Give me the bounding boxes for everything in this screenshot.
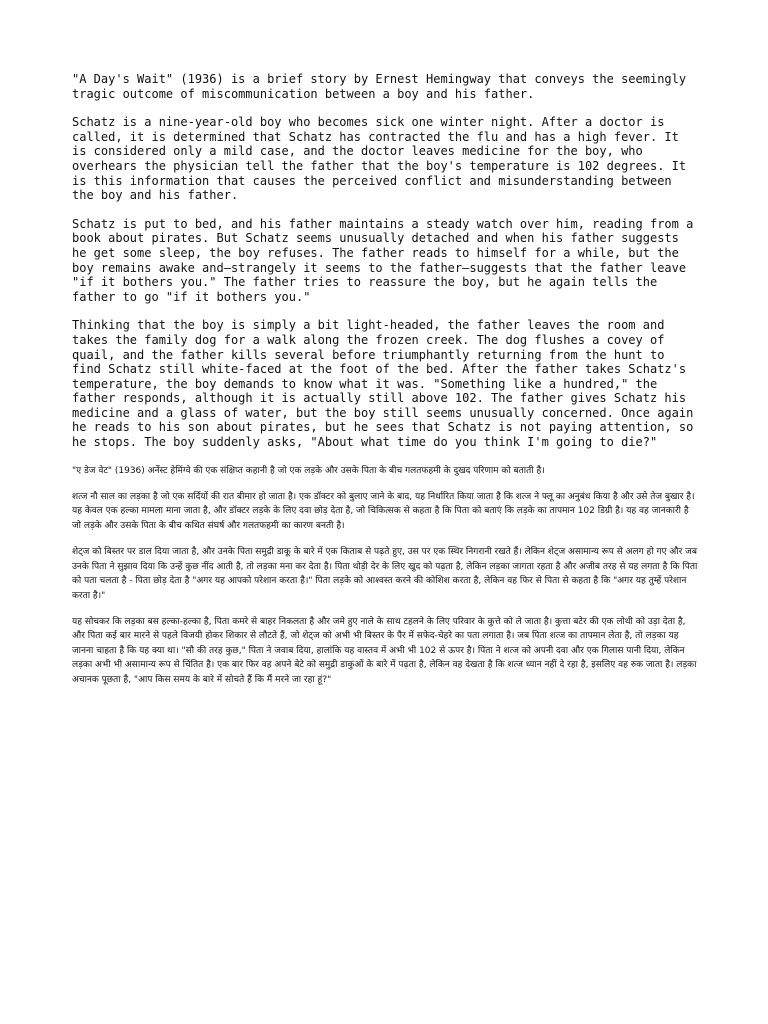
english-paragraph-illness: Schatz is a nine-year-old boy who becomes sick one winter night. After a doctor is called, it is determined that Schatz has contracted the flu and has a high fever. It is considered only a mild case, and the doctor leaves medicine for the boy, who overhears the physician tell the father that the boy's temperature is 102 degrees. It is this information that causes the perceived conflict and misunderstanding between the boy and his father. [72, 115, 687, 203]
english-paragraph-bedside: Schatz is put to bed, and his father maintains a steady watch over him, reading from a book about pirates. But Schatz seems unusually detached and when his father suggests he get some sleep, the boy refuses. The father reads to himself for a while, but the boy remains awake and—strangely it seems to the father—suggests that the father leave "if it bothers you." The father tries to reassure the boy, but he again tells the father to go "if it bothers you." [72, 216, 694, 304]
hindi-paragraph-bedside: शेट्ज को बिस्तर पर डाल दिया जाता है, और उनके पिता समुद्री डाकू के बारे में एक किताब से पढ़ते हुए, उस पर एक स्थिर निगरानी रखते हैं। लेकिन शेट्ज असामान्य रूप से अलग हो गए और जब उनके पिता ने सुझाव दिया कि उन्हें कुछ नींद आती है, तो लड़का मना कर देता है। पिता थोड़ी देर के लिए खुद को पढ़ता है, लेकिन लड़का जागता रहता है और अजीब तरह से यह लगता है कि पिता को पता चलता है - पिता छोड़ देता है "अगर यह आपको परेशान करता है।" पिता लड़के को आश्वस्त करने की कोशिश करता है, लेकिन वह फिर से पिता से कहता है कि "अगर यह तुम्हें परेशान करता है।" [72, 547, 698, 601]
english-paragraph-intro: "A Day's Wait" (1936) is a brief story by Ernest Hemingway that conveys the seemingly tragic outcome of miscommunication between a boy and his father. [72, 72, 687, 101]
hindi-paragraph-illness: शत्ज नौ साल का लड़का है जो एक सर्दियों की रात बीमार हो जाता है। एक डॉक्टर को बुलाए जाने के बाद, यह निर्धारित किया जाता है कि शत्ज ने फ्लू का अनुबंध किया है और उसे तेज बुखार है। यह केवल एक हल्का मामला माना जाता है, और डॉक्टर लड़के के लिए दवा छोड़ देता है, जो चिकित्सक से कहता है कि पिता को बताएं कि लड़के का तापमान 102 डिग्री है। यह वह जानकारी है जो लड़के और उसके पिता के बीच कथित संघर्ष और गलतफहमी का कारण बनती है। [72, 492, 695, 531]
hindi-paragraph-intro: "ए डेज वेट" (1936) अर्नेस्ट हेमिंग्वे की एक संक्षिप्त कहानी है जो एक लड़के और उसके पिता के बीच गलतफहमी के दुखद परिणाम को बताती है। [72, 465, 545, 476]
english-paragraph-hunt: Thinking that the boy is simply a bit light-headed, the father leaves the room and takes the family dog for a walk along the frozen creek. The dog flushes a covey of quail, and the father kills several before triumphantly returning from the hunt to find Schatz still white-faced at the foot of the bed. After the father takes Schatz's temperature, the boy demands to know what it was. "Something like a hundred," the father responds, although it is actually still above 102. The father gives Schatz his medicine and a glass of water, but the boy still seems unusually concerned. Once again he reads to his son about pirates, but he sees that Schatz is not paying attention, so he stops. The boy suddenly asks, "About what time do you think I'm going to die?" [72, 318, 694, 450]
document-page [72, 72, 700, 699]
hindi-paragraph-hunt: यह सोचकर कि लड़का बस हल्का-हल्का है, पिता कमरे से बाहर निकलता है और जमे हुए नाले के साथ टहलने के लिए परिवार के कुत्ते को ले जाता है। कुत्ता बटेर की एक लोथी को उड़ा देता है, और पिता कई बार मारने से पहले विजयी होकर शिकार से लौटते हैं, जो शेट्ज को अभी भी बिस्तर के पैर में सफेद-चेहरे का पता लगाता है। जब पिता शत्ज का तापमान लेता है, तो लड़का यह जानना चाहता है कि यह क्या था। "सौ की तरह कुछ," पिता ने जवाब दिया, हालांकि यह वास्तव में अभी भी 102 से ऊपर है। पिता ने शत्ज को अपनी दवा और एक गिलास पानी दिया, लेकिन लड़का अभी भी असामान्य रूप से चिंतित है। एक बार फिर वह अपने बेटे को समुद्री डाकुओं के बारे में पढ़ता है, लेकिन वह देखता है कि शत्ज ध्यान नहीं दे रहा है, इसलिए वह रुक जाता है। लड़का अचानक पूछता है, "आप किस समय के बारे में सोचते हैं कि मैं मरने जा रहा हूं?" [72, 616, 697, 685]
